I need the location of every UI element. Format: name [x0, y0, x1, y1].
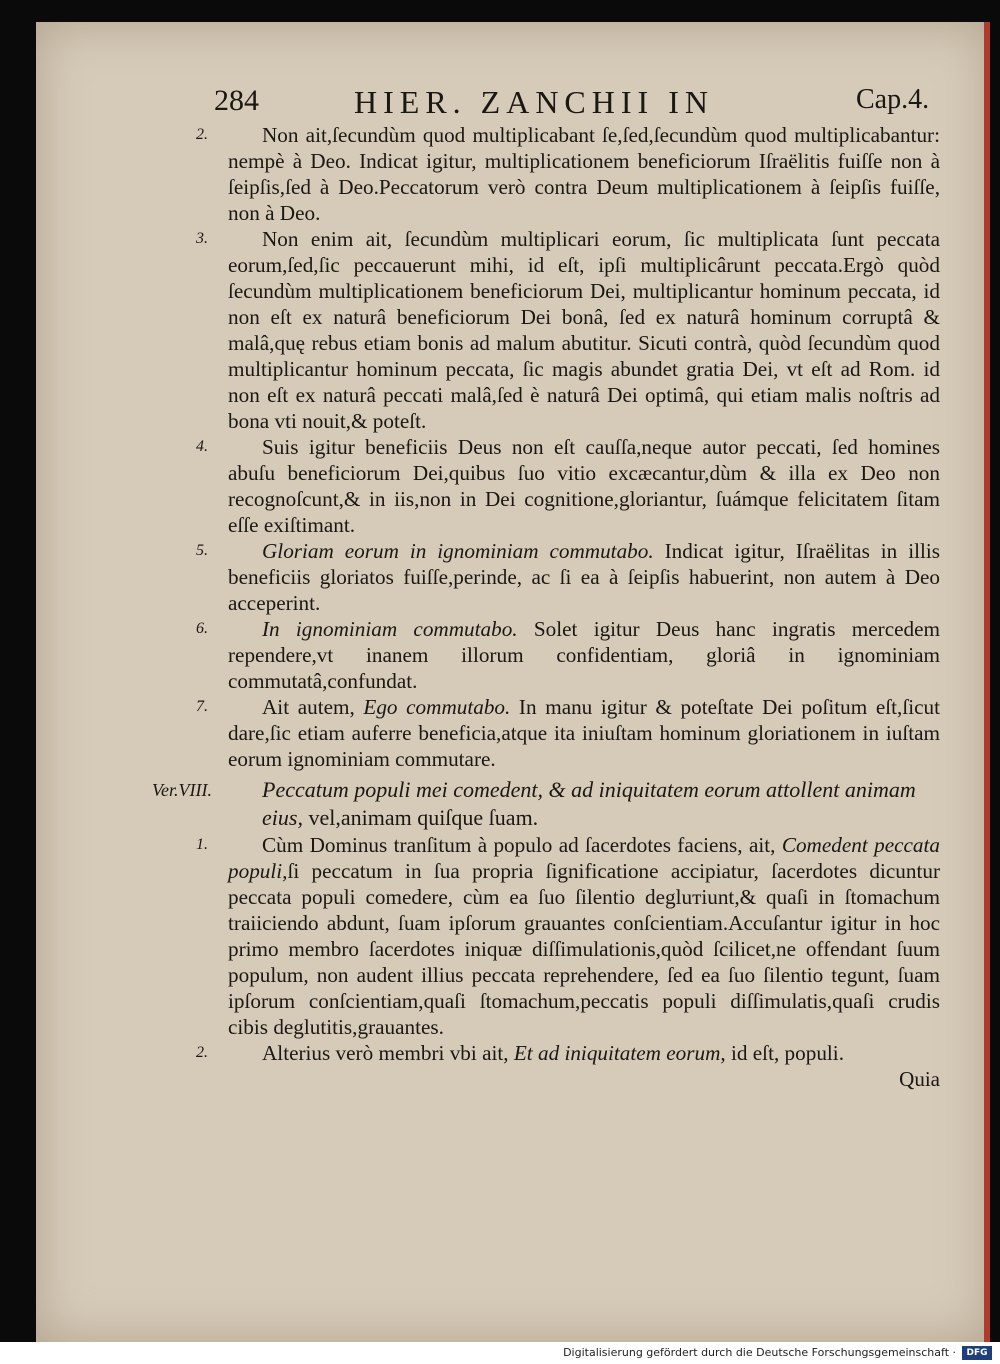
paragraph-text: Ait autem, [262, 695, 364, 719]
footer-credit: Digitalisierung gefördert durch die Deutsche Forschungsgemeinschaft · [563, 1346, 956, 1359]
body-text [152, 122, 941, 1092]
dfg-logo: DFG [962, 1346, 992, 1360]
paragraph-text: Non enim ait, ſecundùm multiplicari eorum, ſic multiplicata ſunt peccata eorum,ſed,ſic peccauerunt mihi, id eſt, ipſi multiplicârunt peccata.Ergò quòd ſecundùm multiplicationem beneficiorum Dei, multiplicantur hominum peccata, id non eſt ex naturâ beneficiorum Dei bonâ, ſed ex naturâ hominum corruptâ & malâ,quę rebus etiam bonis ad malum abutitur. Sicuti contrà, quòd ſecundùm quod multiplicantur hominum peccata, ſic magis abundet gratia Dei, vt eſt ad Rom. id non eſt ex naturâ peccati malâ,ſed è naturâ Dei optimâ, qui etiam malis noſtris ad bona vti nouit,& poteſt. [228, 227, 940, 433]
margin-number: 2. [196, 1044, 208, 1061]
margin-number: 1. [196, 836, 208, 853]
margin-number: 2. [196, 126, 208, 143]
paragraph-text: Non ait,ſecundùm quod multiplicabant ſe,ſed,ſecundùm quod multiplicabantur: nempè à Deo. Indicat igitur, multiplicationem beneficiorum Iſraëlitis fuiſſe non à ſeipſis,ſed à Deo.Peccatorum verò contra Deum multiplicationem à ſeipſis fuiſſe, non à Deo. [228, 123, 940, 225]
commentary-group-2 [196, 832, 940, 1066]
paragraph [196, 832, 940, 1040]
paragraph [196, 1040, 940, 1066]
verse-marker: Ver.VIII. [152, 780, 212, 800]
margin-number: 4. [196, 438, 208, 455]
paragraph-text: Solet igitur Deus hanc ingratis mercedem rependere,vt inanem illorum confidentiam, gloriâ in ignominiam commutatâ,confundat. [228, 617, 940, 693]
page-edge [984, 22, 990, 1342]
paragraph-text: Indicat igitur, Iſraëlitas in illis beneficiis gloriatos fuiſſe,perinde, ac ſi ea à ſeipſis habuerint, non autem à Deo acceperint. [228, 539, 941, 615]
verse-heading [152, 776, 940, 832]
margin-number: 6. [196, 620, 208, 637]
footer-bar [0, 1342, 1000, 1364]
page-number: 284 [214, 84, 259, 117]
quoted-text: Ego commutabo. [363, 695, 511, 719]
paragraph-text: Cùm Dominus tranſitum à populo ad ſacerdotes faciens, ait, [262, 833, 782, 857]
paragraph-text: Suis igitur beneficiis Deus non eſt cauſſa,neque autor peccati, ſed homines abuſu beneficiorum Dei,quibus ſuo vitio excæcantur,dùm & illa ex Deo non recognoſcunt,& in iis,non in Dei cognitione,gloriantur, ſuámque felicitatem ſitam eſſe exiſtimant. [228, 435, 940, 537]
paragraph-text: Alterius verò membri vbi ait, [262, 1041, 514, 1065]
quoted-text: Gloriam eorum in ignominiam commutabo. [262, 539, 654, 563]
book-page [36, 22, 990, 1342]
commentary-group-1 [196, 122, 941, 772]
paragraph [196, 694, 940, 772]
paragraph [196, 226, 940, 434]
quoted-text: Et ad iniquitatem eorum [513, 1041, 721, 1065]
quoted-text: Comedent peccata populi, [228, 833, 940, 883]
quoted-text: In ignominiam commutabo. [262, 617, 518, 641]
chapter-label: Cap.4. [856, 84, 930, 115]
paragraph-text: ſi peccatum in ſua propria ſignificatione accipiatur, ſacerdotes dicuntur peccata populi comedere, cùm ea ſuo ſilentio degluтiunt,& quaſi in ſtomachum traiiciendo abdunt, ſuam ipſorum grauantes conſcientiam.Accuſantur igitur in hoc primo membro ſacerdotes iniquæ diſſimulationis,quòd ſcilicet,ne offendant ſuum populum, non audent illius peccata reprehendere, ſed ea ſuo ſilentio tegunt, ſuam ipſorum conſcientiam,quaſi ſtomachum,peccatis populi diſſimulatis,quaſi crudis cibis deglutitis,grauantes. [228, 859, 940, 1039]
margin-number: 7. [196, 698, 208, 715]
catchword: Quia [899, 1067, 940, 1091]
paragraph-text: , id eſt, populi. [720, 1041, 844, 1065]
paragraph [196, 616, 940, 694]
margin-number: 5. [196, 542, 208, 559]
margin-number: 3. [196, 230, 208, 247]
paragraph-text: In manu igitur & poteſtate Dei poſitum eſt,ſicut dare,ſic etiam auferre beneficia,atque ita iniuſtam hominum gloriationem in iuſtam eorum ignominiam commutare. [228, 695, 940, 771]
paragraph [196, 122, 940, 226]
paragraph [196, 434, 940, 538]
verse-variant: vel,animam quiſque ſuam. [302, 805, 539, 830]
running-title: HIER. ZANCHII IN [354, 84, 714, 120]
verse-text: Peccatum populi mei comedent, & ad iniquitatem eorum attollent animam eius, [262, 777, 916, 830]
paragraph [196, 538, 941, 616]
